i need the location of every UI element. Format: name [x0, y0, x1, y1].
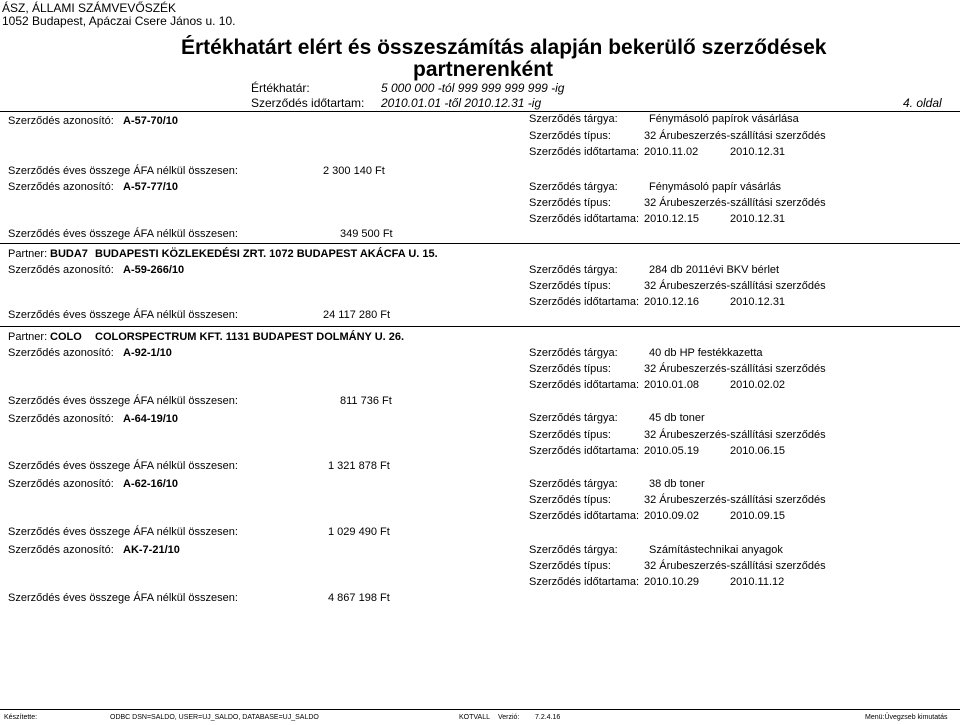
- subject-label: Szerződés tárgya:: [529, 478, 618, 490]
- type-label: Szerződés típus:: [529, 429, 611, 441]
- type-label: Szerződés típus:: [529, 280, 611, 292]
- contract-id: A-64-19/10: [123, 413, 179, 425]
- footer-divider: [0, 709, 960, 710]
- contract-id: A-57-70/10: [123, 115, 179, 127]
- contract-end: 2010.02.02: [730, 379, 786, 391]
- org-name: ÁSZ, ÁLLAMI SZÁMVEVŐSZÉK: [2, 1, 177, 15]
- period: 2010.01.01 -től 2010.12.31 -ig: [381, 96, 542, 110]
- type-label: Szerződés típus:: [529, 494, 611, 506]
- partner-divider: [0, 243, 960, 244]
- subject-label: Szerződés tárgya:: [529, 347, 618, 359]
- annual-total-label: Szerződés éves összege ÁFA nélkül összesen:: [8, 395, 238, 407]
- header-divider: [0, 111, 960, 112]
- contract-type: 32 Árubeszerzés-szállítási szerződés: [644, 197, 826, 209]
- annual-total-label: Szerződés éves összege ÁFA nélkül összesen:: [8, 460, 238, 472]
- duration-label: Szerződés időtartama:: [529, 510, 640, 522]
- contract-id-label: Szerződés azonosító:: [8, 115, 114, 127]
- footer-version-label: Verzió:: [498, 714, 520, 721]
- contract-amount: 811 736 Ft: [340, 395, 392, 407]
- annual-total-label: Szerződés éves összege ÁFA nélkül összesen:: [8, 228, 238, 240]
- contract-start: 2010.10.29: [644, 576, 700, 588]
- contract-start: 2010.09.02: [644, 510, 700, 522]
- contract-id-label: Szerződés azonosító:: [8, 413, 114, 425]
- contract-subject: 38 db toner: [649, 478, 705, 490]
- contract-id: A-59-266/10: [123, 264, 185, 276]
- contract-start: 2010.12.16: [644, 296, 700, 308]
- contract-id: A-57-77/10: [123, 181, 179, 193]
- subject-label: Szerződés tárgya:: [529, 544, 618, 556]
- footer-made-by: Készítette:: [4, 714, 38, 721]
- contract-id: AK-7-21/10: [123, 544, 180, 556]
- contract-amount: 1 321 878 Ft: [328, 460, 390, 472]
- contract-amount: 349 500 Ft: [340, 228, 393, 240]
- contract-end: 2010.12.31: [730, 213, 786, 225]
- duration-label: Szerződés időtartama:: [529, 445, 640, 457]
- annual-total-label: Szerződés éves összege ÁFA nélkül összesen:: [8, 526, 238, 538]
- type-label: Szerződés típus:: [529, 560, 611, 572]
- contract-subject: 45 db toner: [649, 412, 705, 424]
- org-address: 1052 Budapest, Apáczai Csere János u. 10.: [2, 14, 236, 28]
- type-label: Szerződés típus:: [529, 130, 611, 142]
- report-title: Értékhatárt elért és összeszámítás alapján bekerülő szerződések: [181, 36, 827, 59]
- page-number: 4. oldal: [903, 96, 942, 110]
- partner-divider: [0, 326, 960, 327]
- duration-label: Szerződés időtartama:: [529, 379, 640, 391]
- duration-label: Szerződés időtartama:: [529, 296, 640, 308]
- footer-module: KOTVALL: [459, 714, 490, 721]
- type-label: Szerződés típus:: [529, 197, 611, 209]
- value-limit: 5 000 000 -tól 999 999 999 999 -ig: [381, 81, 565, 95]
- subject-label: Szerződés tárgya:: [529, 264, 618, 276]
- partner-code: BUDA7: [50, 248, 88, 260]
- contract-end: 2010.06.15: [730, 445, 786, 457]
- contract-end: 2010.12.31: [730, 296, 786, 308]
- partner-name: COLORSPECTRUM KFT. 1131 BUDAPEST DOLMÁNY U. 26.: [95, 331, 405, 343]
- contract-type: 32 Árubeszerzés-szállítási szerződés: [644, 429, 826, 441]
- contract-type: 32 Árubeszerzés-szállítási szerződés: [644, 560, 826, 572]
- period-label: Szerződés időtartam:: [251, 96, 365, 110]
- annual-total-label: Szerződés éves összege ÁFA nélkül összesen:: [8, 592, 238, 604]
- partner-code: COLO: [50, 331, 82, 343]
- footer-menu: Menü:Üvegzseb kimutatás: [865, 714, 948, 721]
- contract-start: 2010.01.08: [644, 379, 700, 391]
- partner-name: BUDAPESTI KÖZLEKEDÉSI ZRT. 1072 BUDAPEST AKÁCFA U. 15.: [95, 248, 438, 260]
- contract-type: 32 Árubeszerzés-szállítási szerződés: [644, 494, 826, 506]
- type-label: Szerződés típus:: [529, 363, 611, 375]
- subject-label: Szerződés tárgya:: [529, 181, 618, 193]
- value-limit-label: Értékhatár:: [251, 81, 310, 95]
- contract-start: 2010.11.02: [644, 146, 699, 158]
- annual-total-label: Szerződés éves összege ÁFA nélkül összesen:: [8, 309, 238, 321]
- footer-odbc: ODBC DSN=SALDO, USER=UJ_SALDO, DATABASE=UJ_SALDO: [110, 714, 319, 721]
- subject-label: Szerződés tárgya:: [529, 412, 618, 424]
- partner-label: Partner:: [8, 248, 48, 260]
- contract-type: 32 Árubeszerzés-szállítási szerződés: [644, 280, 826, 292]
- contract-amount: 1 029 490 Ft: [328, 526, 390, 538]
- contract-id: A-62-16/10: [123, 478, 179, 490]
- contract-id-label: Szerződés azonosító:: [8, 347, 114, 359]
- contract-id-label: Szerződés azonosító:: [8, 264, 114, 276]
- contract-start: 2010.05.19: [644, 445, 700, 457]
- contract-amount: 2 300 140 Ft: [323, 165, 385, 177]
- contract-end: 2010.12.31: [730, 146, 786, 158]
- annual-total-label: Szerződés éves összege ÁFA nélkül összesen:: [8, 165, 238, 177]
- contract-subject: 40 db HP festékkazetta: [649, 347, 763, 359]
- contract-type: 32 Árubeszerzés-szállítási szerződés: [644, 363, 826, 375]
- contract-end: 2010.11.12: [730, 576, 785, 588]
- partner-label: Partner:: [8, 331, 48, 343]
- contract-start: 2010.12.15: [644, 213, 700, 225]
- contract-subject: Számítástechnikai anyagok: [649, 544, 783, 556]
- contract-amount: 4 867 198 Ft: [328, 592, 390, 604]
- contract-type: 32 Árubeszerzés-szállítási szerződés: [644, 130, 826, 142]
- contract-subject: 284 db 2011évi BKV bérlet: [649, 264, 780, 276]
- report-title-line2: partnerenként: [413, 58, 554, 81]
- footer-version: 7.2.4.16: [535, 714, 561, 721]
- contract-id-label: Szerződés azonosító:: [8, 478, 114, 490]
- contract-amount: 24 117 280 Ft: [323, 309, 391, 321]
- contract-id-label: Szerződés azonosító:: [8, 544, 114, 556]
- duration-label: Szerződés időtartama:: [529, 146, 640, 158]
- contract-end: 2010.09.15: [730, 510, 786, 522]
- subject-label: Szerződés tárgya:: [529, 113, 618, 125]
- contract-id: A-92-1/10: [123, 347, 172, 359]
- contract-subject: Fénymásoló papír vásárlás: [649, 181, 782, 193]
- duration-label: Szerződés időtartama:: [529, 213, 640, 225]
- contract-id-label: Szerződés azonosító:: [8, 181, 114, 193]
- contract-subject: Fénymásoló papírok vásárlása: [649, 113, 799, 125]
- duration-label: Szerződés időtartama:: [529, 576, 640, 588]
